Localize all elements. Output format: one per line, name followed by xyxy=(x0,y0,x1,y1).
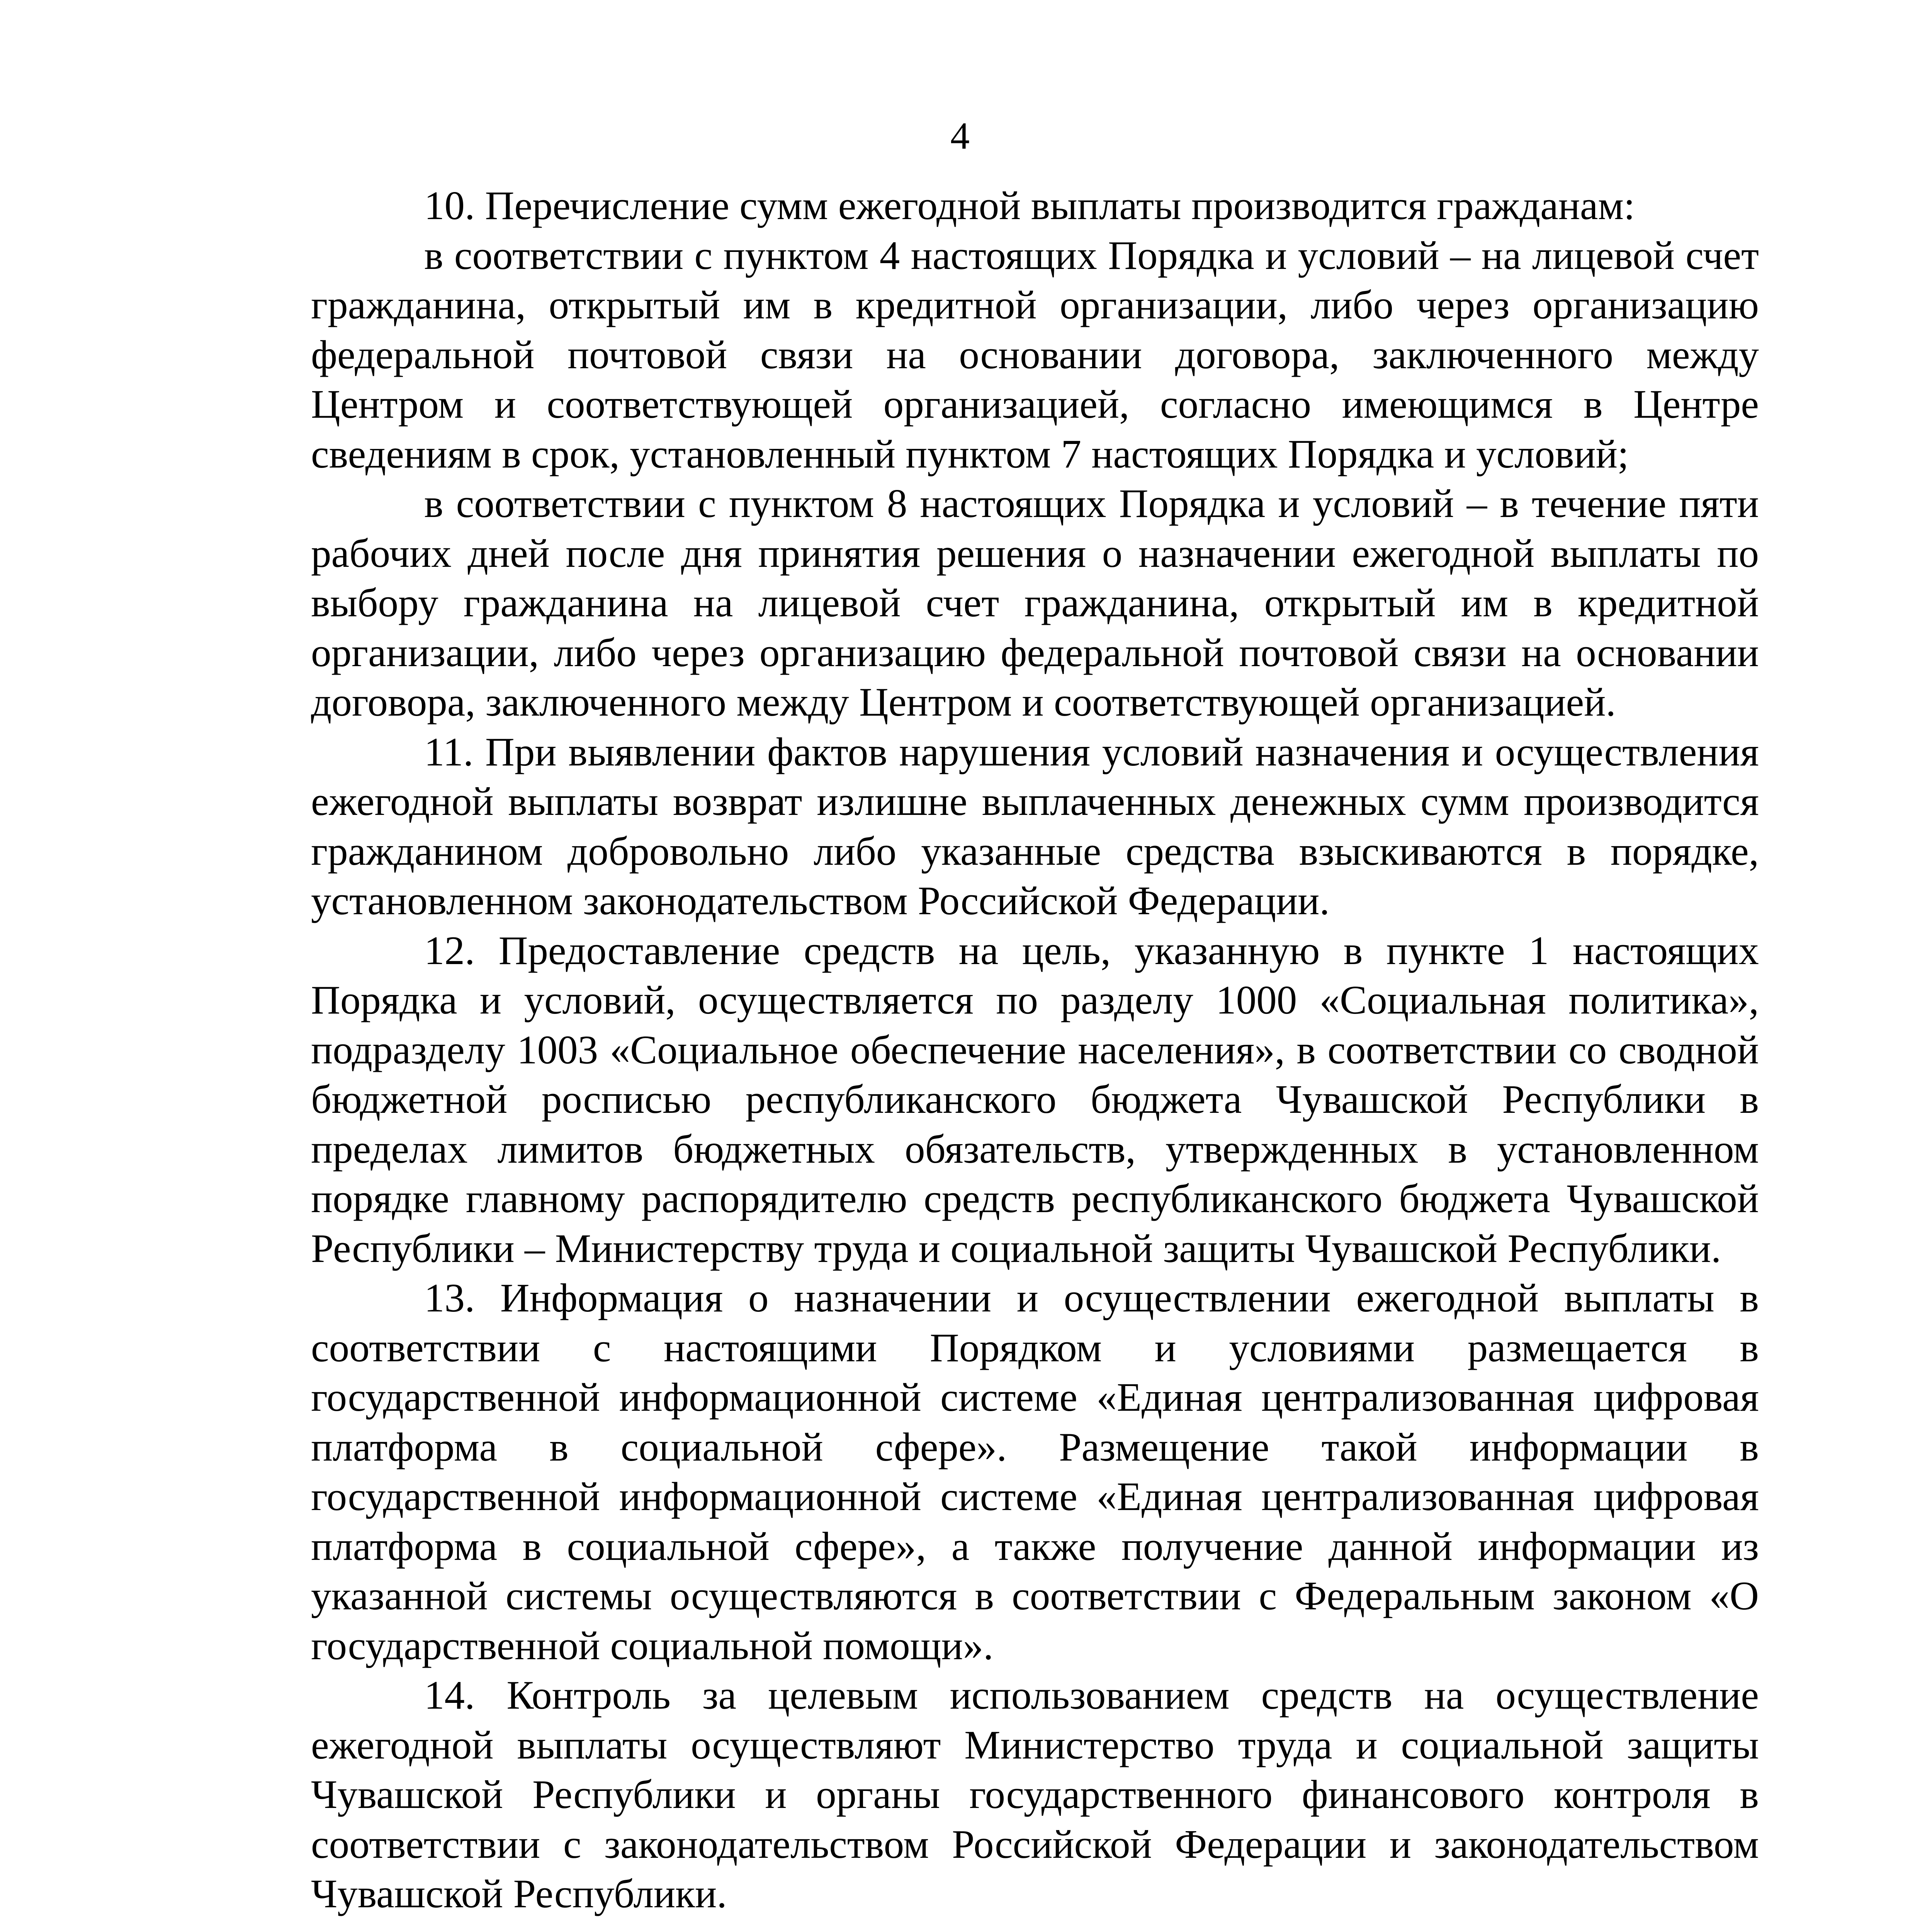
paragraph-10-clause-1: в соответствии с пунктом 4 настоящих Порядка и условий – на лицевой счет гражданина, открытый им в кредитной организации, либо через организацию федеральной почтовой связи на основании договора, заключенного между Центром и соответствующей организацией, согласно имеющимся в Центре сведениям в срок, установленный пунктом 7 настоящих Порядка и условий; xyxy=(311,232,1759,476)
paragraph-10-intro: 10. Перечисление сумм ежегодной выплаты производится гражданам: xyxy=(424,183,1635,228)
document-body xyxy=(311,181,1759,1919)
page-number: 4 xyxy=(950,114,970,157)
paragraph-11: 11. При выявлении фактов нарушения условий назначения и осуществления ежегодной выплаты возврат излишне выплаченных денежных сумм производится гражданином добровольно либо указанные средства взыскиваются в порядке, установленном законодательством Российской Федерации. xyxy=(311,729,1759,923)
paragraph-13: 13. Информация о назначении и осуществлении ежегодной выплаты в соответствии с настоящими Порядком и условиями размещается в государственной информационной системе «Единая централизованная цифровая платформа в социальной сфере». Размещение такой информации в государственной информационной системе «Единая централизованная цифровая платформа в социальной сфере», а также получение данной информации из указанной системы осуществляются в соответствии с Федеральным законом «О государственной социальной помощи». xyxy=(311,1275,1759,1668)
paragraph-10-clause-2: в соответствии с пунктом 8 настоящих Порядка и условий – в течение пяти рабочих дней после дня принятия решения о назначении ежегодной выплаты по выбору гражданина на лицевой счет гражданина, открытый им в кредитной организации, либо через организацию федеральной почтовой связи на основании договора, заключенного между Центром и соответствующей организацией. xyxy=(311,481,1759,724)
paragraph-12: 12. Предоставление средств на цель, указанную в пункте 1 настоящих Порядка и условий, осуществляется по разделу 1000 «Социальная политика», подразделу 1003 «Социальное обеспечение населения», в соответствии со сводной бюджетной росписью республиканского бюджета Чувашской Республики в пределах лимитов бюджетных обязательств, утвержденных в установленном порядке главному распорядителю средств республиканского бюджета Чувашской Республики – Министерству труда и социальной защиты Чувашской Республики. xyxy=(311,927,1759,1271)
paragraph-14: 14. Контроль за целевым использованием средств на осуществление ежегодной выплаты осуществляют Министерство труда и социальной защиты Чувашской Республики и органы государственного финансового контроля в соответствии с законодательством Российской Федерации и законодательством Чувашской Республики. xyxy=(311,1672,1759,1916)
